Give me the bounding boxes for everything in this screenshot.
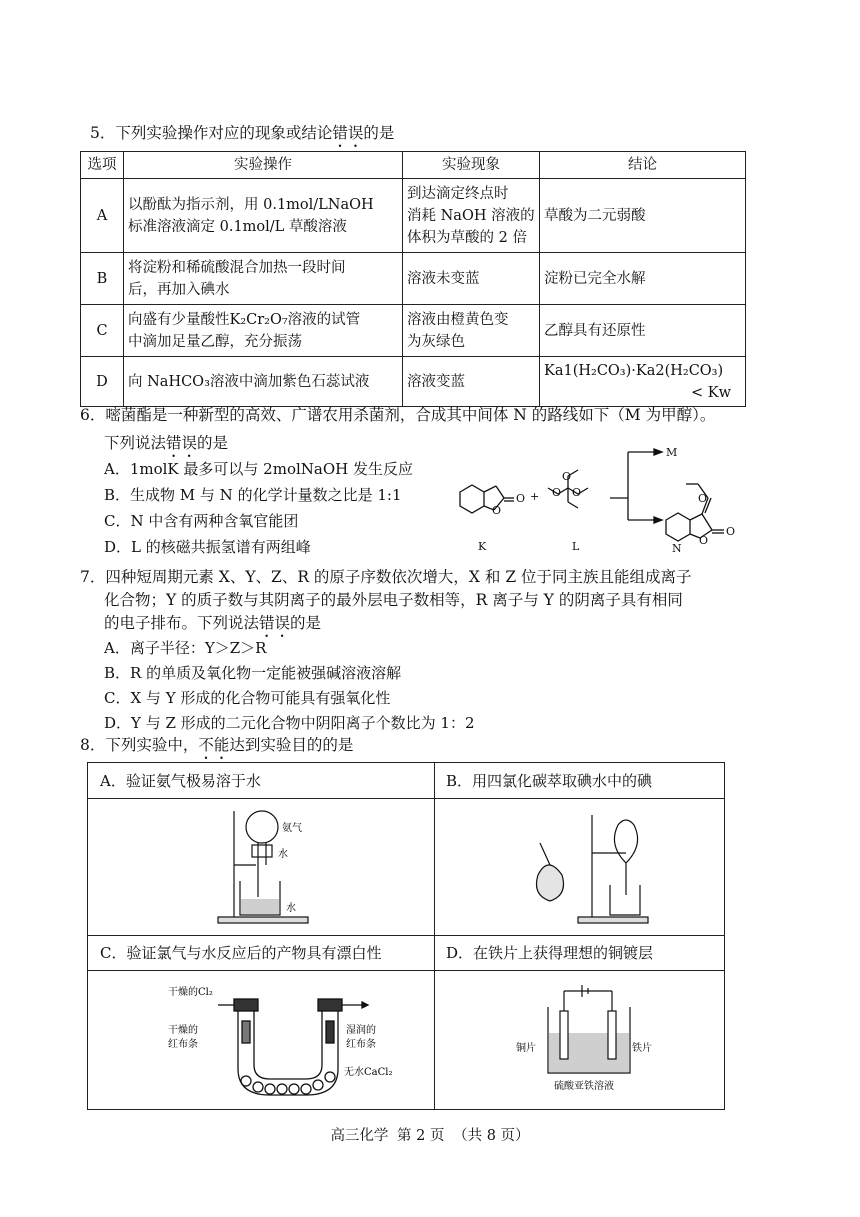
q7-option-b: B．R 的单质及氧化物一定能被强碱溶液溶解 xyxy=(104,664,402,682)
row-option: A xyxy=(81,179,124,253)
row-phenomenon: 溶液未变蓝 xyxy=(403,253,540,305)
table-row xyxy=(81,179,746,253)
q5-table xyxy=(80,151,746,407)
svg-text:水: 水 xyxy=(286,903,296,914)
row-conclusion: 淀粉已完全水解 xyxy=(540,253,746,305)
q6-option-c: C．N 中含有两种含氧官能团 xyxy=(104,512,299,530)
row-conclusion: 乙醇具有还原性 xyxy=(540,305,746,357)
q8-cell-d-title: D．在铁片上获得理想的铜镀层 xyxy=(434,935,724,971)
svg-text:铜片: 铜片 xyxy=(516,1043,536,1054)
q6-sub: 下列说法错误的是 xyxy=(104,434,229,452)
q8-cell-c-title: C．验证氯气与水反应后的产物具有漂白性 xyxy=(88,935,434,971)
row-option: D xyxy=(81,357,124,407)
label-n: N xyxy=(672,542,682,555)
label-k: K xyxy=(478,540,487,553)
svg-text:水: 水 xyxy=(278,849,288,860)
svg-text:O: O xyxy=(562,470,572,483)
label-l: L xyxy=(572,540,580,553)
q7-option-c: C．X 与 Y 形成的化合物可能具有强氧化性 xyxy=(104,689,391,707)
q6-option-b: B．生成物 M 与 N 的化学计量数之比是 1:1 xyxy=(104,486,402,504)
footer-subject: 高三化学 xyxy=(330,1128,389,1144)
header-conclusion: 结论 xyxy=(540,152,746,179)
label-m: M xyxy=(666,446,678,459)
q8-stem: 8．下列实验中，不能达到实验目的的是 xyxy=(80,736,354,754)
svg-text:O: O xyxy=(492,504,502,517)
q8-cell-b-title: B．用四氯化碳萃取碘水中的碘 xyxy=(434,763,724,799)
row-operation: 以酚酞为指示剂，用 0.1mol/LNaOH 标准溶液滴定 0.1mol/L 草酸溶液 xyxy=(124,179,403,253)
q7-line2: 化合物；Y 的质子数与其阴离子的最外层电子数相等，R 离子与 Y 的阴离子具有相同 xyxy=(104,591,683,609)
apparatus-c xyxy=(158,977,398,1105)
row-operation: 将淀粉和稀硫酸混合加热一段时间 后，再加入碘水 xyxy=(124,253,403,305)
benzene-ring-k xyxy=(460,485,484,513)
q8-grid xyxy=(87,762,725,1110)
row-phenomenon: 溶液变蓝 xyxy=(403,357,540,407)
svg-text:干燥的: 干燥的 xyxy=(168,1025,198,1036)
svg-text:硫酸亚铁溶液: 硫酸亚铁溶液 xyxy=(554,1081,614,1092)
apparatus-a xyxy=(208,805,348,931)
row-phenomenon: 到达滴定终点时 消耗 NaOH 溶液的 体积为草酸的 2 倍 xyxy=(403,179,540,253)
svg-text:红布条: 红布条 xyxy=(346,1039,376,1050)
svg-text:铁片: 铁片 xyxy=(632,1043,652,1054)
plus-sign: + xyxy=(530,490,540,503)
footer-total: （共 8 页） xyxy=(453,1128,530,1144)
row-operation: 向 NaHCO₃溶液中滴加紫色石蕊试液 xyxy=(124,357,403,407)
header-option: 选项 xyxy=(81,152,124,179)
svg-text:干燥的Cl₂: 干燥的Cl₂ xyxy=(168,987,213,998)
svg-text:O: O xyxy=(552,486,562,499)
header-operation: 实验操作 xyxy=(124,152,403,179)
table-header-row xyxy=(81,152,746,179)
apparatus-b xyxy=(518,805,658,931)
apparatus-d xyxy=(508,977,668,1105)
q6-option-d: D．L 的核磁共振氢谱有两组峰 xyxy=(104,538,311,556)
row-option: B xyxy=(81,253,124,305)
row-option: C xyxy=(81,305,124,357)
q7-line1: 7．四种短周期元素 X、Y、Z、R 的原子序数依次增大，X 和 Z 位于同主族且能组成离子 xyxy=(80,568,692,586)
table-row xyxy=(81,305,746,357)
q7-option-a: A．离子半径：Y＞Z＞R xyxy=(104,639,267,657)
header-phenomenon: 实验现象 xyxy=(403,152,540,179)
table-row xyxy=(81,253,746,305)
page-footer xyxy=(0,1124,860,1145)
footer-page: 第 2 页 xyxy=(397,1128,445,1144)
svg-text:O: O xyxy=(516,492,526,505)
svg-text:无水CaCl₂: 无水CaCl₂ xyxy=(344,1067,393,1078)
svg-text:O: O xyxy=(698,492,708,505)
svg-text:O: O xyxy=(572,486,582,499)
q5-stem: 5．下列实验操作对应的现象或结论错误的是 xyxy=(90,124,395,142)
row-phenomenon: 溶液由橙黄色变 为灰绿色 xyxy=(403,305,540,357)
svg-text:氨气: 氨气 xyxy=(282,823,302,834)
q8-cell-a-title: A．验证氨气极易溶于水 xyxy=(88,763,434,799)
table-row xyxy=(81,357,746,407)
row-operation: 向盛有少量酸性K₂Cr₂O₇溶液的试管 中滴加足量乙醇，充分振荡 xyxy=(124,305,403,357)
svg-text:O: O xyxy=(726,525,736,538)
svg-text:O: O xyxy=(699,534,709,547)
q6-stem: 6．嘧菌酯是一种新型的高效、广谱农用杀菌剂，合成其中间体 N 的路线如下（M 为甲醇）。 xyxy=(80,406,716,424)
benzene-ring-n xyxy=(666,513,690,541)
svg-text:红布条: 红布条 xyxy=(168,1039,198,1050)
row-conclusion: 草酸为二元弱酸 xyxy=(540,179,746,253)
svg-text:湿润的: 湿润的 xyxy=(346,1025,376,1036)
reaction-scheme xyxy=(440,440,760,560)
q7-option-d: D．Y 与 Z 形成的二元化合物中阴阳离子个数比为 1：2 xyxy=(104,714,475,732)
row-conclusion: Ka1(H₂CO₃)·Ka2(H₂CO₃) < Kw xyxy=(540,357,746,407)
q7-line3: 的电子排布。下列说法错误的是 xyxy=(104,614,322,632)
q6-option-a: A．1molK 最多可以与 2molNaOH 发生反应 xyxy=(104,460,413,478)
